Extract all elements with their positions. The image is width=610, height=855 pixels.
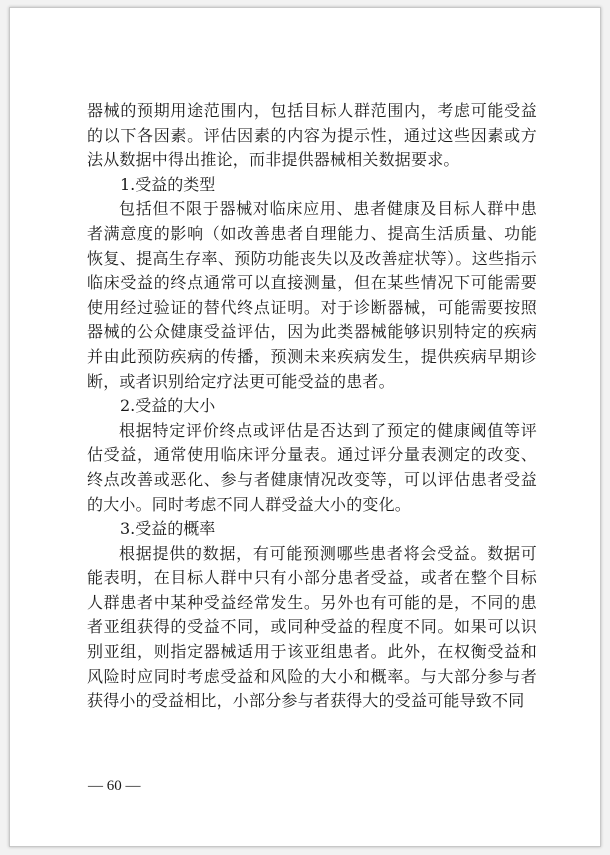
page-content — [87, 99, 537, 714]
section-heading: 1.受益的类型 — [120, 174, 216, 194]
document-page — [9, 7, 601, 847]
section-heading: 3.受益的概率 — [120, 519, 216, 539]
body-paragraph: 根据特定评价终点或评估是否达到了预定的健康阈值等评估受益，通常使用临床评分量表。通过评分量表测定的改变、终点改善或恶化、参与者健康情况改变等，可以评估患者受益的大小。同时考虑不同人群受益大小的变化。 — [87, 420, 537, 514]
body-paragraph: 器械的预期用途范围内，包括目标人群范围内，考虑可能受益的以下各因素。评估因素的内容为提示性，通过这些因素或方法从数据中得出推论，而非提供器械相关数据要求。 — [87, 101, 537, 170]
section-heading: 2.受益的大小 — [120, 396, 216, 416]
body-paragraph: 根据提供的数据，有可能预测哪些患者将会受益。数据可能表明，在目标人群中只有小部分患者受益，或者在整个目标人群患者中某种受益经常发生。另外也有可能的是，不同的患者亚组获得的受益不同，或同种受益的程度不同。如果可以识别亚组，则指定器械适用于该亚组患者。此外，在权衡受益和风险时应同时考虑受益和风险的大小和概率。与大部分参与者获得小的受益相比，小部分参与者获得大的受益可能导致不同 — [87, 543, 537, 711]
page-number: — 60 — — [88, 778, 141, 794]
body-paragraph: 包括但不限于器械对临床应用、患者健康及目标人群中患者满意度的影响（如改善患者自理能力、提高生活质量、功能恢复、提高生存率、预防功能丧失以及改善症状等）。这些指示临床受益的终点通常可以直接测量，但在某些情况下可能需要使用经过验证的替代终点证明。对于诊断器械，可能需要按照器械的公众健康受益评估，因为此类器械能够识别特定的疾病并由此预防疾病的传播，预测未来疾病发生，提供疾病早期诊断，或者识别给定疗法更可能受益的患者。 — [87, 199, 537, 391]
